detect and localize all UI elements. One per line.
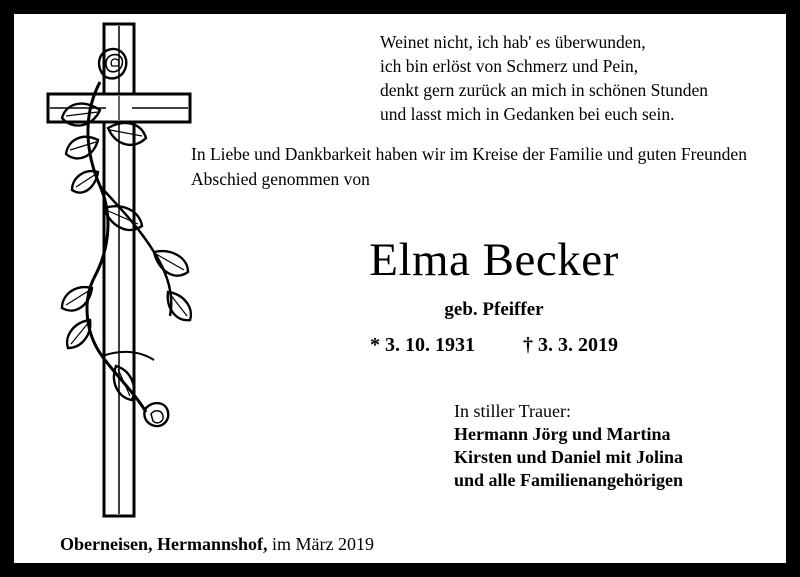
mourner-line-1: Hermann Jörg und Martina	[454, 424, 671, 444]
intro-text: In Liebe und Dankbarkeit haben wir im Kreise der Familie und guten Freunden Abschied genommen von	[191, 144, 747, 189]
life-dates	[184, 334, 800, 357]
birth-date: * 3. 10. 1931	[370, 334, 475, 356]
verse-line-3: denkt gern zurück an mich in schönen Stunden	[380, 80, 709, 100]
footer-line	[60, 534, 374, 555]
obituary-inner	[14, 14, 786, 563]
verse-line-2: ich bin erlöst von Schmerz und Pein,	[380, 56, 639, 76]
verse-line-1: Weinet nicht, ich hab' es überwunden,	[380, 32, 646, 52]
verse-line-4: und lasst mich in Gedanken bei euch sein.	[380, 104, 675, 124]
mourning-lead: In stiller Trauer:	[454, 401, 571, 421]
deceased-name: Elma Becker	[369, 234, 619, 286]
death-date: † 3. 3. 2019	[523, 334, 618, 356]
footer-date: im März 2019	[272, 534, 374, 554]
mourner-line-2: Kirsten und Daniel mit Jolina	[454, 447, 684, 467]
mourner-line-3: und alle Familienangehörigen	[454, 470, 684, 490]
maiden-name: geb. Pfeiffer	[444, 299, 544, 320]
verse-text	[380, 30, 800, 126]
footer-place: Oberneisen, Hermannshof,	[60, 534, 268, 554]
mourners-block	[454, 400, 784, 492]
